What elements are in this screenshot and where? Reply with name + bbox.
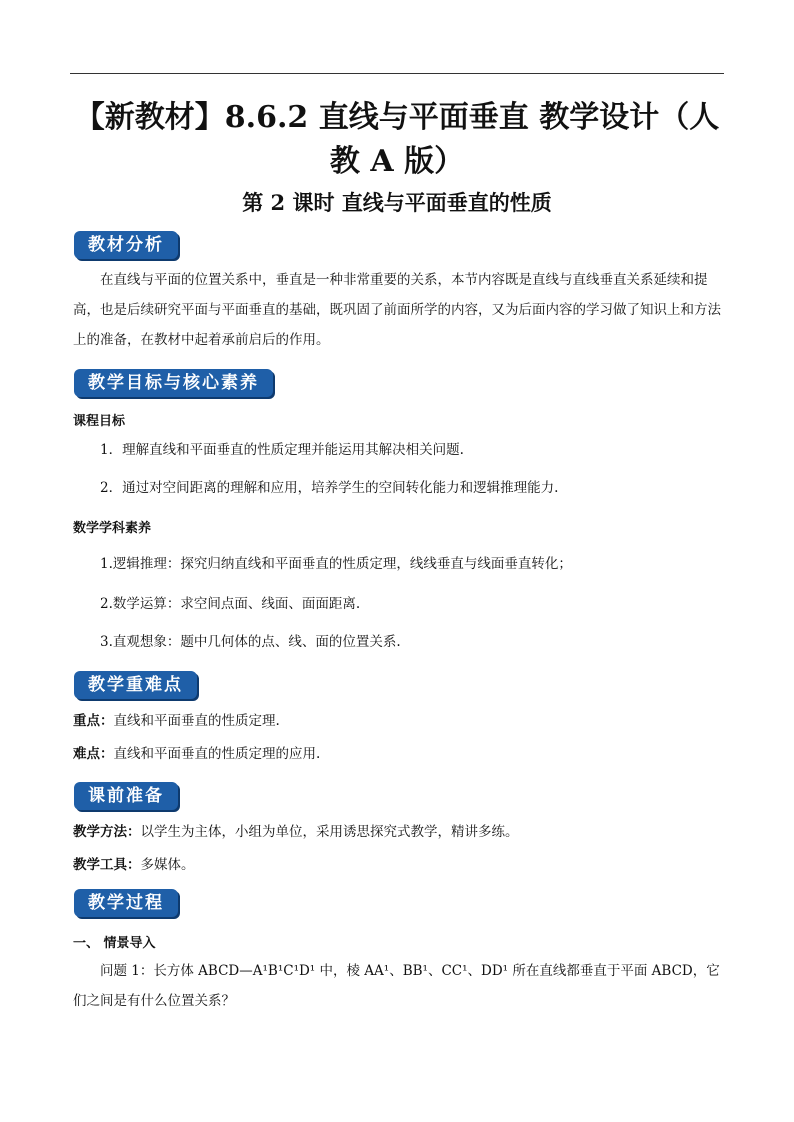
section-tag-keypoints: 教学重难点: [74, 671, 197, 699]
teaching-tool-text: 多媒体。: [140, 857, 195, 873]
lesson-subtitle: 第 2 课时 直线与平面垂直的性质: [242, 190, 552, 215]
course-goal-2: 2．通过对空间距离的理解和应用，培养学生的空间转化能力和逻辑推理能力.: [100, 480, 559, 496]
section-tag-prep: 课前准备: [74, 782, 178, 810]
header-rule: [70, 73, 724, 74]
key-point-line: [73, 711, 722, 731]
section-tag-analysis: 教材分析: [74, 231, 178, 259]
key-point-label: 重点：: [73, 713, 114, 729]
course-goal-1: 1．理解直线和平面垂直的性质定理并能运用其解决相关问题.: [100, 442, 464, 458]
document-title: [40, 96, 754, 184]
section-tag-process: 教学过程: [74, 889, 178, 917]
teaching-method-label: 教学方法：: [73, 824, 141, 840]
title-line-1: 【新教材】8.6.2 直线与平面垂直 教学设计（人: [74, 100, 720, 135]
section-tag-goals: 教学目标与核心素养: [74, 369, 273, 397]
literacy-heading: 数学学科素养: [73, 521, 152, 536]
teaching-tool-line: [73, 855, 722, 875]
teaching-method-line: [73, 822, 722, 842]
literacy-item-3: 3.直观想象：题中几何体的点、线、面的位置关系.: [100, 634, 401, 650]
difficulty-line: [73, 744, 722, 764]
difficulty-label: 难点：: [73, 746, 114, 762]
key-point-text: 直线和平面垂直的性质定理.: [113, 713, 280, 729]
scenario-intro-heading: 一、 情景导入: [73, 936, 156, 951]
teaching-method-text: 以学生为主体，小组为单位，采用诱思探究式教学，精讲多练。: [140, 824, 519, 840]
difficulty-text: 直线和平面垂直的性质定理的应用.: [113, 746, 321, 762]
teaching-tool-label: 教学工具：: [73, 857, 141, 873]
question-1: 问题 1：长方体 ABCD—A¹B¹C¹D¹ 中，棱 AA¹、BB¹、CC¹、DD¹ 所在直线都垂直于平面 ABCD，它们之间是有什么位置关系？: [73, 963, 720, 1009]
literacy-item-1: 1.逻辑推理：探究归纳直线和平面垂直的性质定理，线线垂直与线面垂直转化；: [100, 556, 572, 572]
course-goals-heading: 课程目标: [73, 414, 126, 429]
literacy-item-2: 2.数学运算：求空间点面、线面、面面距离.: [100, 596, 361, 612]
title-line-2: 教 A 版）: [329, 144, 465, 179]
analysis-paragraph: 在直线与平面的位置关系中，垂直是一种非常重要的关系，本节内容既是直线与直线垂直关系延续和提高，也是后续研究平面与平面垂直的基础，既巩固了前面所学的内容，又为后面内容的学习做了知识上和方法上的准备，在教材中起着承前启后的作用。: [73, 272, 721, 348]
